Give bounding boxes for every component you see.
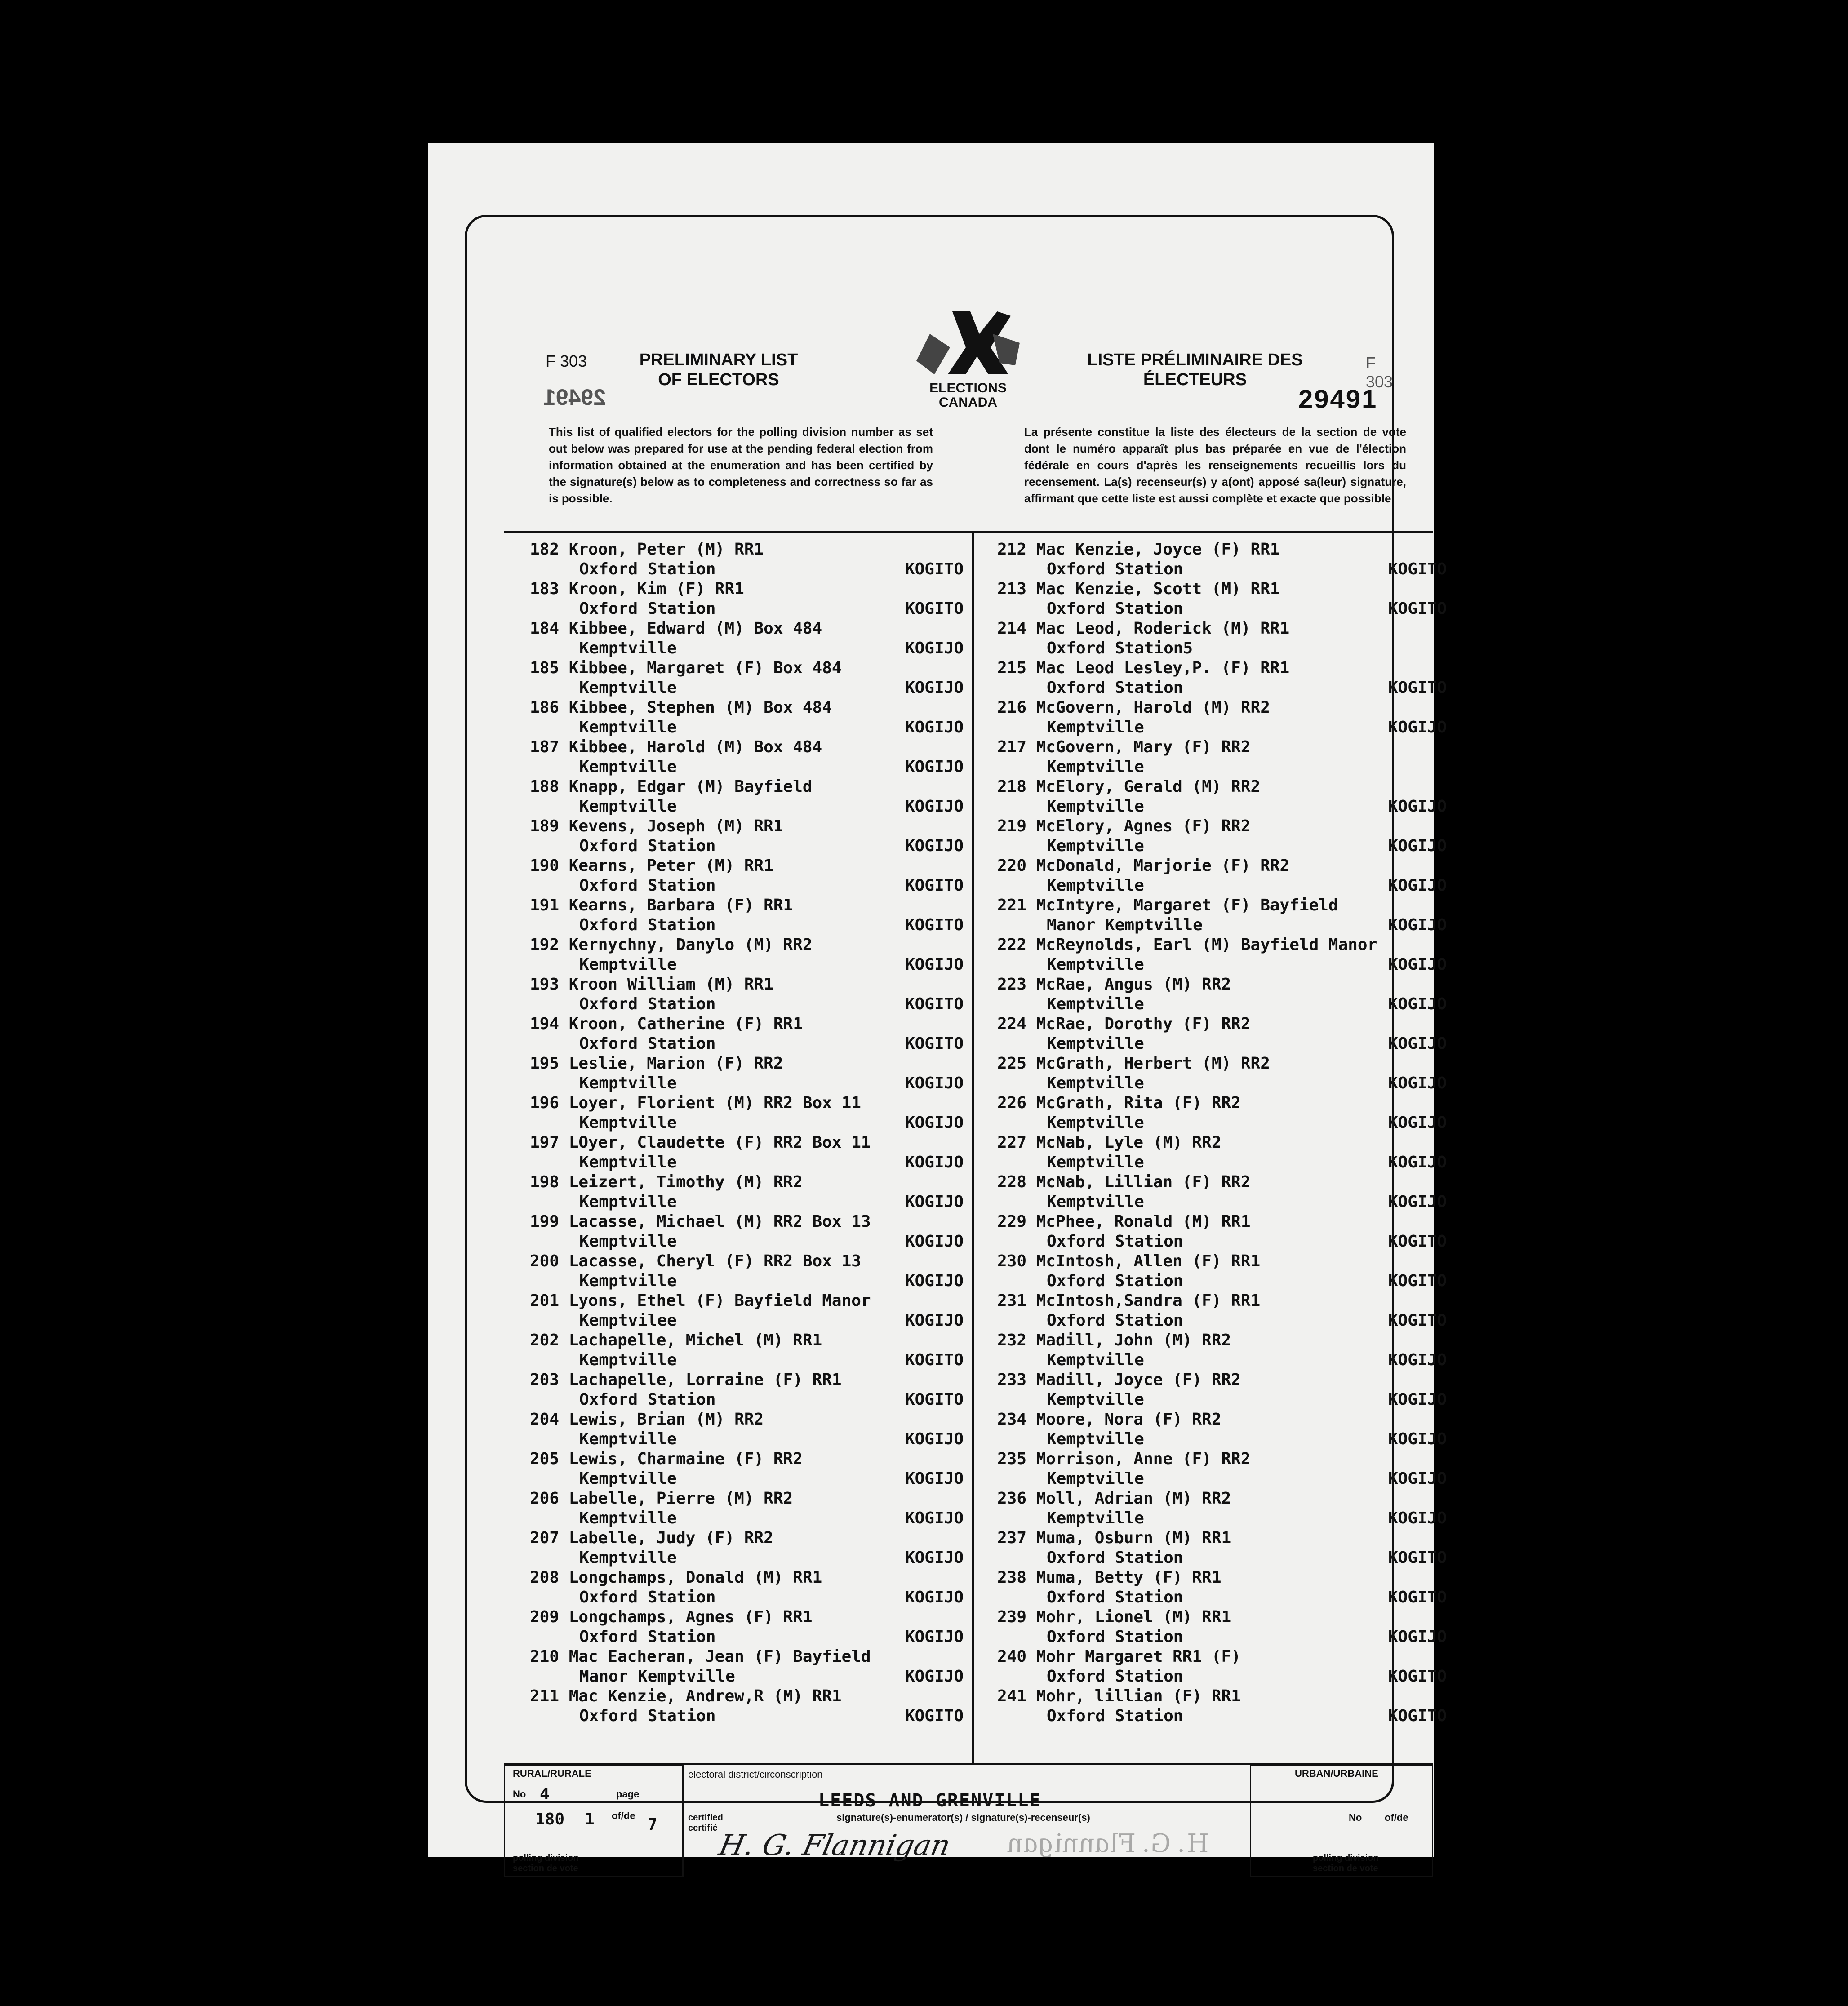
elector-name: 193 Kroon William (M) RR1 <box>530 975 773 994</box>
elector-entry <box>997 1291 1447 1331</box>
elector-entry <box>997 619 1447 658</box>
elector-postal-code: KOGITO <box>1388 599 1447 618</box>
elector-postal-code: KOGITO <box>1388 1232 1447 1251</box>
elector-entry <box>997 975 1447 1014</box>
elector-entry <box>997 1331 1447 1370</box>
elector-entry <box>530 619 964 658</box>
elector-name: 224 McRae, Dorothy (F) RR2 <box>997 1015 1251 1033</box>
elector-address: Oxford Station5 <box>1047 639 1193 657</box>
elector-postal-code: KOGITO <box>905 1707 964 1725</box>
elector-name: 227 McNab, Lyle (M) RR2 <box>997 1133 1222 1152</box>
elector-entry <box>997 1647 1447 1686</box>
elector-entry <box>997 1054 1447 1093</box>
serial-number: 29491 <box>1298 385 1378 414</box>
elector-address: Oxford Station <box>579 1034 716 1053</box>
elector-entry <box>997 698 1447 737</box>
urban-label: URBAN/URBAINE <box>1295 1768 1378 1779</box>
elector-address: Oxford Station <box>1047 679 1183 697</box>
elector-name: 191 Kearns, Barbara (F) RR1 <box>530 896 793 914</box>
elector-address: Kemptville <box>1047 718 1144 737</box>
elector-address: Kemptville <box>579 1509 677 1527</box>
elector-address: Kemptville <box>579 718 677 737</box>
elector-postal-code: KOGIJO <box>905 1232 964 1251</box>
elector-entry <box>530 1212 964 1252</box>
elector-postal-code: KOGIJO <box>905 639 964 657</box>
title-english: PRELIMINARY LIST OF ELECTORS <box>639 351 798 389</box>
elector-address: Kemptville <box>1047 1469 1144 1488</box>
urban-no-label: No <box>1349 1812 1362 1823</box>
elector-address: Oxford Station <box>579 599 716 618</box>
elector-address: Kemptville <box>1047 1034 1144 1053</box>
elector-address: Kemptville <box>579 679 677 697</box>
elector-address: Kemptville <box>1047 758 1144 776</box>
intro-english: This list of qualified electors for the polling division number as set out below was prepared for use at the pending federal election from information obtained at the enumeration and has been certified by the signature(s) below as to completeness and correctness so far as is possible. <box>549 425 933 505</box>
elector-entry <box>997 1410 1447 1449</box>
elector-name: 234 Moore, Nora (F) RR2 <box>997 1410 1222 1429</box>
elector-address: Kemptville <box>1047 1153 1144 1172</box>
elector-name: 217 McGovern, Mary (F) RR2 <box>997 738 1251 756</box>
elector-name: 218 McElory, Gerald (M) RR2 <box>997 777 1261 796</box>
polling-label-rural: polling division section de vote <box>513 1853 579 1873</box>
elector-name: 239 Mohr, Lionel (M) RR1 <box>997 1608 1231 1626</box>
elector-entry <box>530 975 964 1014</box>
form-number-ghost: F 303 <box>1366 354 1393 391</box>
elector-address: Kemptville <box>1047 1390 1144 1409</box>
elector-address: Oxford Station <box>1047 1667 1183 1686</box>
elector-address: Kemptville <box>579 1153 677 1172</box>
elector-name: 213 Mac Kenzie, Scott (M) RR1 <box>997 580 1280 598</box>
elector-name: 195 Leslie, Marion (F) RR2 <box>530 1054 783 1073</box>
elector-address: Oxford Station <box>1047 1272 1183 1290</box>
elector-name: 231 McIntosh,Sandra (F) RR1 <box>997 1291 1261 1310</box>
signature-label: signature(s)-enumerator(s) / signature(s)-recenseur(s) <box>836 1812 1090 1823</box>
elector-address: Kemptville <box>579 1114 677 1132</box>
elector-postal-code: KOGITO <box>905 599 964 618</box>
elector-entry <box>530 935 964 975</box>
elector-entry <box>530 1410 964 1449</box>
elector-postal-code: KOGITO <box>905 1351 964 1369</box>
elector-postal-code: KOGIJO <box>1388 1351 1447 1369</box>
elector-entry <box>530 1568 964 1607</box>
document-page <box>428 143 1447 1873</box>
elector-postal-code: KOGIJO <box>905 718 964 737</box>
elector-postal-code: KOGIJO <box>1388 837 1447 855</box>
elector-postal-code: KOGIJO <box>905 955 964 974</box>
elector-name: 237 Muma, Osburn (M) RR1 <box>997 1529 1231 1547</box>
elector-entry <box>997 1133 1447 1172</box>
elector-address: Kemptvilee <box>579 1311 677 1330</box>
elector-entry <box>530 896 964 935</box>
elector-name: 211 Mac Kenzie, Andrew,R (M) RR1 <box>530 1687 842 1705</box>
elector-postal-code: KOGITO <box>1388 1311 1447 1330</box>
elector-postal-code: KOGIJO <box>905 1469 964 1488</box>
elector-entry <box>530 1133 964 1172</box>
elector-entry <box>530 1647 964 1686</box>
elector-address: Oxford Station <box>579 995 716 1013</box>
elector-entry <box>997 579 1447 619</box>
elector-name: 197 LOyer, Claudette (F) RR2 Box 11 <box>530 1133 871 1152</box>
elector-address: Kemptville <box>579 1549 677 1567</box>
column-divider <box>972 531 974 1763</box>
enumerator-signature: H. G. Flannigan <box>716 1829 954 1862</box>
elector-address: Kemptville <box>579 1074 677 1092</box>
rural-label: RURAL/RURALE <box>513 1768 591 1779</box>
elector-name: 198 Leizert, Timothy (M) RR2 <box>530 1173 803 1191</box>
elector-address: Oxford Station <box>579 1588 716 1607</box>
elector-name: 222 McReynolds, Earl (M) Bayfield Manor <box>997 936 1377 954</box>
elector-address: Kemptville <box>579 639 677 657</box>
elector-address: Kemptville <box>1047 995 1144 1013</box>
polling-label-urban: polling division section de vote <box>1313 1853 1379 1873</box>
elector-entry <box>530 1489 964 1528</box>
elector-entry <box>997 1172 1447 1212</box>
elector-name: 194 Kroon, Catherine (F) RR1 <box>530 1015 803 1033</box>
elector-entry <box>530 1528 964 1568</box>
elector-name: 184 Kibbee, Edward (M) Box 484 <box>530 619 822 638</box>
elector-name: 192 Kernychny, Danylo (M) RR2 <box>530 936 813 954</box>
logo-text: ELECTIONS <box>929 381 1007 395</box>
elector-address: Oxford Station <box>1047 1311 1183 1330</box>
elector-address: Kemptville <box>579 1193 677 1211</box>
elector-address: Oxford Station <box>1047 1628 1183 1646</box>
elector-postal-code: KOGITO <box>905 560 964 578</box>
elector-name: 187 Kibbee, Harold (M) Box 484 <box>530 738 822 756</box>
elector-postal-code: KOGITO <box>1388 560 1447 578</box>
elector-entry <box>997 540 1447 579</box>
elector-name: 212 Mac Kenzie, Joyce (F) RR1 <box>997 540 1280 559</box>
elector-address: Oxford Station <box>1047 1707 1183 1725</box>
elector-name: 188 Knapp, Edgar (M) Bayfield <box>530 777 813 796</box>
elector-name: 216 McGovern, Harold (M) RR2 <box>997 698 1270 717</box>
elector-address: Kemptville <box>579 1351 677 1369</box>
polling-division-number: 180 <box>535 1810 565 1828</box>
elector-name: 196 Loyer, Florient (M) RR2 Box 11 <box>530 1094 861 1112</box>
elector-name: 236 Moll, Adrian (M) RR2 <box>997 1489 1231 1508</box>
elector-entry <box>997 1093 1447 1133</box>
no-label: No <box>513 1789 526 1800</box>
elector-name: 214 Mac Leod, Roderick (M) RR1 <box>997 619 1290 638</box>
elector-name: 221 McIntyre, Margaret (F) Bayfield <box>997 896 1338 914</box>
elector-name: 190 Kearns, Peter (M) RR1 <box>530 857 773 875</box>
elector-postal-code: KOGIJO <box>905 1588 964 1607</box>
elector-postal-code: KOGIJO <box>905 1667 964 1686</box>
elector-address: Kemptville <box>579 955 677 974</box>
elector-name: 215 Mac Leod Lesley,P. (F) RR1 <box>997 659 1290 677</box>
elector-name: 201 Lyons, Ethel (F) Bayfield Manor <box>530 1291 871 1310</box>
elector-name: 228 McNab, Lillian (F) RR2 <box>997 1173 1251 1191</box>
elector-address: Oxford Station <box>1047 1549 1183 1567</box>
enumerator-signature-ghost: H. G. Flannigan <box>1004 1829 1212 1858</box>
elector-address: Manor Kemptville <box>1047 916 1203 934</box>
elector-postal-code: KOGIJO <box>905 1311 964 1330</box>
elector-name: 235 Morrison, Anne (F) RR2 <box>997 1450 1251 1468</box>
elector-entry <box>530 817 964 856</box>
elector-entry <box>530 1449 964 1489</box>
form-number: F 303 <box>546 352 587 370</box>
elector-name: 238 Muma, Betty (F) RR1 <box>997 1568 1222 1587</box>
elector-postal-code: KOGIJO <box>905 1430 964 1448</box>
elector-entry <box>530 777 964 817</box>
elector-postal-code: KOGIJO <box>1388 1469 1447 1488</box>
elector-postal-code: KOGIJO <box>1388 955 1447 974</box>
elector-entry <box>530 540 964 579</box>
elector-postal-code: KOGIJO <box>905 1509 964 1527</box>
elector-entry <box>530 1686 964 1726</box>
svg-text:CANADA: CANADA <box>939 395 997 410</box>
elector-entry <box>530 1093 964 1133</box>
elector-name: 219 McElory, Agnes (F) RR2 <box>997 817 1251 835</box>
title-french: LISTE PRÉLIMINAIRE DES ÉLECTEURS <box>1087 351 1303 389</box>
elector-address: Kemptville <box>579 1469 677 1488</box>
elector-address: Kemptville <box>1047 837 1144 855</box>
elector-entry <box>997 777 1447 817</box>
elector-entry <box>997 1370 1447 1410</box>
elector-address: Kemptville <box>1047 1114 1144 1132</box>
serial-number-ghost: 29491 <box>543 385 606 410</box>
elector-name: 226 McGrath, Rita (F) RR2 <box>997 1094 1241 1112</box>
elector-postal-code: KOGIJO <box>905 1628 964 1646</box>
intro-french: La présente constitue la liste des électeurs de la section de vote dont le numéro apparaît plus bas préparée en vue de l'élection fédérale en cours d'après les renseignements recueillis lors du recensement. La(s) recenseur(s) y a(ont) apposé sa(leur) signature, affirmant que cette liste est aussi complète et exacte que possible. <box>1024 425 1406 505</box>
elector-name: 241 Mohr, lillian (F) RR1 <box>997 1687 1241 1705</box>
urban-of-label: of/de <box>1385 1812 1408 1823</box>
elector-address: Kemptville <box>1047 1351 1144 1369</box>
elector-address: Kemptville <box>579 758 677 776</box>
elector-list-left <box>530 540 964 1726</box>
elector-postal-code: KOGITO <box>905 1390 964 1409</box>
elector-postal-code: KOGIJO <box>905 1549 964 1567</box>
elector-entry <box>530 1014 964 1054</box>
elector-address: Kemptville <box>1047 797 1144 816</box>
elector-address: Kemptville <box>579 1272 677 1290</box>
elector-postal-code: KOGIJO <box>1388 1628 1447 1646</box>
elector-name: 206 Labelle, Pierre (M) RR2 <box>530 1489 793 1508</box>
elector-entry <box>997 817 1447 856</box>
elector-address: Kemptville <box>1047 1430 1144 1448</box>
elector-entry <box>997 896 1447 935</box>
elector-name: 185 Kibbee, Margaret (F) Box 484 <box>530 659 842 677</box>
form-frame <box>465 215 1447 1873</box>
page-of-value: 7 <box>648 1815 657 1834</box>
elector-address: Oxford Station <box>1047 1232 1183 1251</box>
elector-entry <box>530 1291 964 1331</box>
elector-postal-code: KOGIJO <box>905 1074 964 1092</box>
elector-name: 189 Kevens, Joseph (M) RR1 <box>530 817 783 835</box>
elector-entry <box>530 1252 964 1291</box>
elector-postal-code: KOGIJO <box>905 758 964 776</box>
elector-entry <box>997 856 1447 896</box>
elector-postal-code: KOGITO <box>1388 1549 1447 1567</box>
elector-address: Kemptville <box>579 1232 677 1251</box>
elector-address: Kemptville <box>579 797 677 816</box>
elector-postal-code: KOGIJO <box>905 1114 964 1132</box>
elector-address: Kemptville <box>1047 1509 1144 1527</box>
elector-entry <box>997 1528 1447 1568</box>
elector-address: Kemptville <box>1047 955 1144 974</box>
elector-address: Kemptville <box>1047 1193 1144 1211</box>
elector-name: 207 Labelle, Judy (F) RR2 <box>530 1529 773 1547</box>
elector-name: 204 Lewis, Brian (M) RR2 <box>530 1410 764 1429</box>
certified-label: certified certifié <box>688 1813 723 1833</box>
elector-entry <box>530 1054 964 1093</box>
elector-postal-code: KOGITO <box>1388 1588 1447 1607</box>
elector-entry <box>530 1370 964 1410</box>
elector-name: 225 McGrath, Herbert (M) RR2 <box>997 1054 1270 1073</box>
elector-entry <box>997 1014 1447 1054</box>
elector-postal-code: KOGIJO <box>1388 1509 1447 1527</box>
page-label: page <box>616 1789 640 1800</box>
elector-entry <box>530 856 964 896</box>
elector-entry <box>997 1686 1447 1726</box>
elector-postal-code: KOGIJO <box>905 837 964 855</box>
elector-postal-code: KOGIJO <box>1388 1390 1447 1409</box>
elector-address: Oxford Station <box>1047 560 1183 578</box>
elector-name: 186 Kibbee, Stephen (M) Box 484 <box>530 698 832 717</box>
elector-postal-code: KOGITO <box>1388 1667 1447 1686</box>
elector-postal-code: KOGIJO <box>1388 876 1447 895</box>
elector-name: 223 McRae, Angus (M) RR2 <box>997 975 1231 994</box>
elector-postal-code: KOGIJO <box>1388 995 1447 1013</box>
elector-name: 202 Lachapelle, Michel (M) RR1 <box>530 1331 822 1349</box>
elector-postal-code: KOGIJO <box>905 679 964 697</box>
elector-address: Oxford Station <box>579 1707 716 1725</box>
elections-canada-logo <box>903 307 1033 419</box>
elector-postal-code: KOGITO <box>1388 679 1447 697</box>
elector-name: 240 Mohr Margaret RR1 (F) <box>997 1647 1241 1666</box>
elector-address: Oxford Station <box>579 916 716 934</box>
elector-name: 210 Mac Eacheran, Jean (F) Bayfield <box>530 1647 871 1666</box>
no-value: 4 <box>540 1785 550 1803</box>
elector-postal-code: KOGITO <box>905 995 964 1013</box>
elector-entry <box>997 1607 1447 1647</box>
elector-name: 220 McDonald, Marjorie (F) RR2 <box>997 857 1290 875</box>
elector-address: Kemptville <box>1047 876 1144 895</box>
district-label: electoral district/circonscription <box>688 1769 823 1780</box>
elector-name: 203 Lachapelle, Lorraine (F) RR1 <box>530 1371 842 1389</box>
elector-list-right <box>997 540 1447 1726</box>
elector-address: Oxford Station <box>1047 1588 1183 1607</box>
elector-address: Manor Kemptville <box>579 1667 735 1686</box>
elector-entry <box>530 737 964 777</box>
electoral-district: LEEDS AND GRENVILLE <box>818 1790 1041 1811</box>
elector-address: Kemptville <box>1047 1074 1144 1092</box>
elector-postal-code: KOGITO <box>1388 1272 1447 1290</box>
elector-entry <box>997 935 1447 975</box>
elector-name: 230 McIntosh, Allen (F) RR1 <box>997 1252 1261 1270</box>
elector-address: Oxford Station <box>579 560 716 578</box>
elector-entry <box>530 698 964 737</box>
elector-entry <box>530 1607 964 1647</box>
elector-entry <box>530 1172 964 1212</box>
elector-entry <box>997 1489 1447 1528</box>
elector-postal-code: KOGITO <box>1388 1707 1447 1725</box>
elector-name: 183 Kroon, Kim (F) RR1 <box>530 580 744 598</box>
elector-entry <box>530 658 964 698</box>
elector-entry <box>530 579 964 619</box>
elector-postal-code: KOGITO <box>905 1034 964 1053</box>
elector-postal-code: KOGIJO <box>905 1272 964 1290</box>
elector-entry <box>997 737 1447 777</box>
elector-name: 199 Lacasse, Michael (M) RR2 Box 13 <box>530 1212 871 1231</box>
page-of-label: of/de <box>612 1810 635 1821</box>
elector-name: 182 Kroon, Peter (M) RR1 <box>530 540 764 559</box>
elector-address: Oxford Station <box>579 876 716 895</box>
elector-address: Kemptville <box>579 1430 677 1448</box>
elector-address: Oxford Station <box>579 1390 716 1409</box>
elector-name: 200 Lacasse, Cheryl (F) RR2 Box 13 <box>530 1252 861 1270</box>
elector-address: Oxford Station <box>579 837 716 855</box>
elector-name: 232 Madill, John (M) RR2 <box>997 1331 1231 1349</box>
footer <box>504 1765 1433 1877</box>
elector-entry <box>997 1449 1447 1489</box>
elector-postal-code: KOGIJO <box>905 797 964 816</box>
elector-postal-code: KOGIJO <box>1388 1193 1447 1211</box>
elector-name: 233 Madill, Joyce (F) RR2 <box>997 1371 1241 1389</box>
elector-postal-code: KOGIJO <box>1388 718 1447 737</box>
elector-postal-code: KOGIJO <box>1388 797 1447 816</box>
elector-postal-code: KOGITO <box>905 876 964 895</box>
elector-postal-code: KOGIJO <box>1388 916 1447 934</box>
elector-name: 229 McPhee, Ronald (M) RR1 <box>997 1212 1251 1231</box>
elector-address: Oxford Station <box>1047 599 1183 618</box>
elector-postal-code: KOGIJO <box>905 1193 964 1211</box>
elector-entry <box>997 658 1447 698</box>
page-number: 1 <box>585 1810 595 1828</box>
elector-entry <box>530 1331 964 1370</box>
elector-entry <box>997 1252 1447 1291</box>
elector-address: Oxford Station <box>579 1628 716 1646</box>
elector-postal-code: KOGIJO <box>1388 1114 1447 1132</box>
elector-postal-code: KOGIJO <box>1388 1430 1447 1448</box>
header-divider <box>504 531 1433 533</box>
elector-name: 205 Lewis, Charmaine (F) RR2 <box>530 1450 803 1468</box>
elector-name: 208 Longchamps, Donald (M) RR1 <box>530 1568 822 1587</box>
elector-name: 209 Longchamps, Agnes (F) RR1 <box>530 1608 813 1626</box>
elector-postal-code: KOGITO <box>905 916 964 934</box>
elector-postal-code: KOGIJO <box>1388 1034 1447 1053</box>
elector-postal-code: KOGIJO <box>1388 1153 1447 1172</box>
elector-entry <box>997 1212 1447 1252</box>
elector-postal-code: KOGIJO <box>905 1153 964 1172</box>
elector-entry <box>997 1568 1447 1607</box>
elector-postal-code: KOGIJO <box>1388 1074 1447 1092</box>
